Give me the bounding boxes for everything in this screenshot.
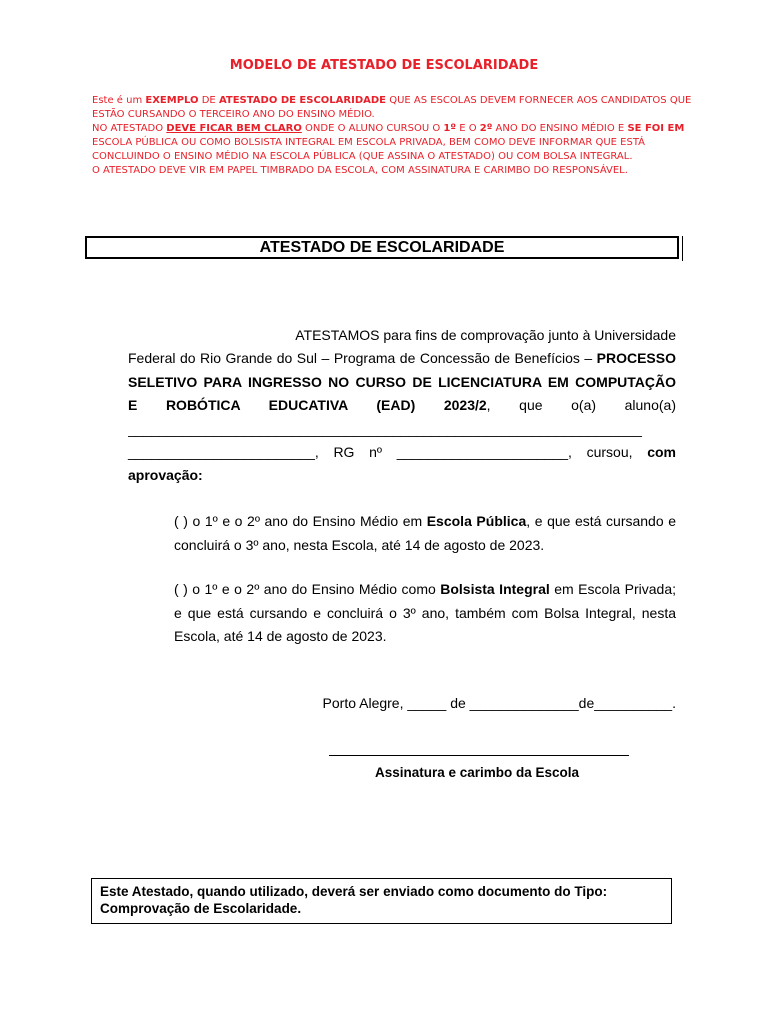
text-emphasis-underlined: DEVE FICAR BEM CLARO bbox=[166, 123, 302, 134]
instruction-paragraph-3: O ATESTADO DEVE VIR EM PAPEL TIMBRADO DA ESCOLA, COM ASSINATURA E CARIMBO DO RESPONSÁVEL. bbox=[92, 165, 628, 176]
text-emphasis: PROCESSO bbox=[596, 350, 676, 366]
body-line-3: SELETIVO PARA INGRESSO NO CURSO DE LICENCIATURA EM COMPUTAÇÃO bbox=[128, 374, 676, 390]
document-title: ATESTADO DE ESCOLARIDADE bbox=[85, 236, 679, 259]
footer-note: Este Atestado, quando utilizado, deverá ser enviado como documento do Tipo: Comprovação de Escolaridade. bbox=[100, 884, 608, 916]
text: , que o(a) aluno(a) bbox=[486, 397, 676, 413]
text: NO ATESTADO bbox=[92, 123, 167, 134]
text: QUE AS ESCOLAS DEVEM FORNECER AOS CANDIDATOS QUE ESTÃO CURSANDO O TERCEIRO ANO DO ENSINO MÉDIO. bbox=[92, 95, 692, 120]
body-line-6 bbox=[128, 441, 676, 465]
instructions-block bbox=[92, 94, 692, 178]
text-emphasis: SE FOI EM bbox=[627, 123, 685, 134]
text: E O bbox=[456, 123, 480, 134]
text: DE bbox=[198, 95, 219, 106]
body-line-2 bbox=[128, 347, 676, 371]
text: ( ) o 1º e o 2º ano do Ensino Médio em bbox=[174, 513, 427, 529]
body-line-7: aprovação: bbox=[128, 467, 203, 483]
instruction-paragraph-1 bbox=[92, 94, 692, 122]
text: ANO DO ENSINO MÉDIO E bbox=[492, 123, 628, 134]
rg-blank-text[interactable]: ________________________, RG nº ______________________, cursou, bbox=[128, 444, 648, 460]
footer-note-box bbox=[91, 878, 672, 924]
option-bolsista-integral[interactable] bbox=[174, 578, 676, 649]
signature-label: Assinatura e carimbo da Escola bbox=[374, 765, 580, 780]
option-escola-publica[interactable] bbox=[174, 510, 676, 557]
text-emphasis: E ROBÓTICA EDUCATIVA (EAD) 2023/2 bbox=[128, 397, 487, 413]
model-title: MODELO DE ATESTADO DE ESCOLARIDADE bbox=[229, 58, 539, 73]
text: ESCOLA PÚBLICA OU COMO BOLSISTA INTEGRAL EM ESCOLA PRIVADA, BEM COMO DEVE INFORMAR QUE ESTÁ CONCLUINDO O ENSINO MÉDIO NA ESCOLA PÚBLICA (QUE ASSINA O ATESTADO) OU COM BOLSA INTEGRAL. bbox=[92, 137, 645, 162]
body-line-1: ATESTAMOS para fins de comprovação junto à Universidade bbox=[295, 327, 676, 343]
instruction-paragraph-2 bbox=[92, 122, 692, 164]
text-emphasis: Bolsista Integral bbox=[440, 581, 550, 597]
text-emphasis: ATESTADO DE ESCOLARIDADE bbox=[218, 95, 387, 106]
text-emphasis: Escola Pública bbox=[426, 513, 527, 529]
text-emphasis: 2º bbox=[479, 123, 493, 134]
text: Federal do Rio Grande do Sul – Programa de Concessão de Benefícios – bbox=[128, 350, 597, 366]
text: em Escola Privada; e que está cursando e concluirá o 3º ano, também com Bolsa Integral, nesta Escola, até 14 de agosto de 2023. bbox=[174, 581, 676, 644]
text-emphasis: com bbox=[647, 444, 676, 460]
text-emphasis: EXEMPLO bbox=[145, 95, 199, 106]
signature-line bbox=[329, 755, 629, 756]
text: ( ) o 1º e o 2º ano do Ensino Médio como bbox=[174, 581, 441, 597]
text-emphasis: 1º bbox=[443, 123, 457, 134]
body-line-4 bbox=[128, 394, 676, 418]
student-name-blank[interactable]: __________________________________________________________________ bbox=[128, 421, 642, 437]
place-date-line[interactable]: Porto Alegre, _____ de ______________de__________. bbox=[322, 695, 676, 711]
text: ONDE O ALUNO CURSOU O bbox=[301, 123, 444, 134]
text: Este é um bbox=[92, 95, 146, 106]
text: , e que está cursando e concluirá o 3º ano, nesta Escola, até 14 de agosto de 2023. bbox=[174, 513, 676, 553]
